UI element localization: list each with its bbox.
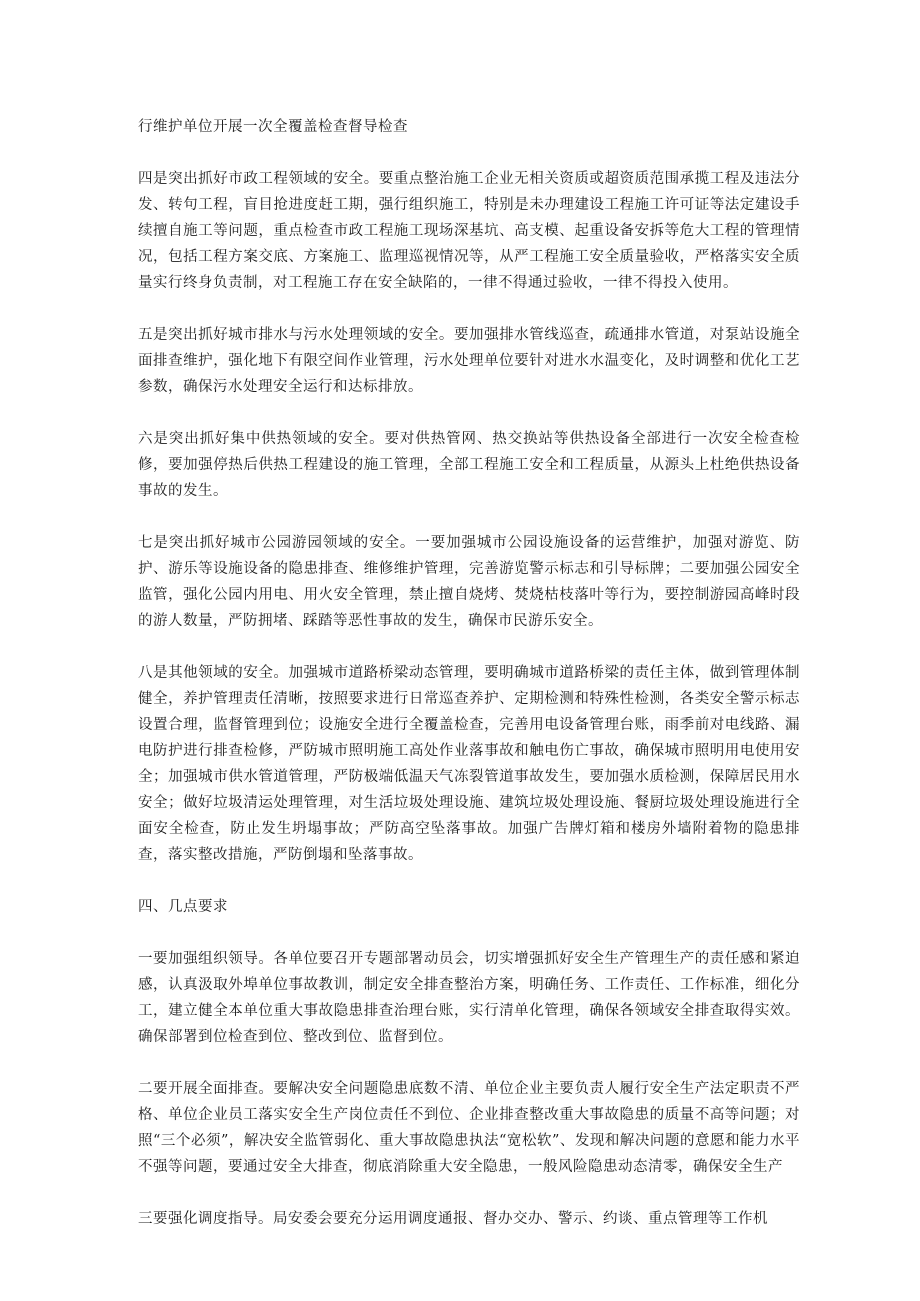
paragraph-organization-leadership: 一要加强组织领导。各单位要召开专题部署动员会，切实增强抓好安全生产管理生产的责任感和紧迫感，认真汲取外埠单位事故教训，制定安全排查整治方案，明确任务、工作责任、工作标准，细化分工，建立健全本单位重大事故隐患排查治理台账，实行清单化管理，确保各领域安全排查取得实效。确保部署到位检查到位、整改到位、监督到位。	[138, 951, 800, 1045]
section-heading-requirements: 四、几点要求	[138, 899, 228, 915]
paragraph-comprehensive-inspection: 二要开展全面排查。要解决安全问题隐患底数不清、单位企业主要负责人履行安全生产法定职责不严格、单位企业员工落实安全生产岗位责任不到位、企业排查整改重大事故隐患的质量不高等问题；对照“三个必须”，解决安全监管弱化、重大事故隐患执法“宽松软”、发现和解决问题的意愿和能力水平不强等问题，要通过安全大排查，彻底消除重大安全隐患，一般风险隐患动态清零，确保安全生产	[138, 1081, 800, 1175]
paragraph-municipal-engineering: 四是突出抓好市政工程领域的安全。要重点整治施工企业无相关资质或超资质范围承揽工程及违法分发、转句工程，盲目抢进度赶工期，强行组织施工，特别是未办理建设工程施工许可证等法定建设手续擅自施工等问题，重点检查市政工程施工现场深基坑、高支模、起重设备安拆等危大工程的管理情况，包括工程方案交底、方案施工、监理巡视情况等，从严工程施工安全质量验收，严格落实安全质量实行终身负责制，对工程施工存在安全缺陷的，一律不得通过验收，一律不得投入使用。	[138, 171, 800, 291]
paragraph-continuation: 行维护单位开展一次全覆盖检查督导检查	[138, 119, 408, 135]
paragraph-dispatch-guidance: 三要强化调度指导。局安委会要充分运用调度通报、督办交办、警示、约谈、重点管理等工作机	[138, 1211, 768, 1227]
paragraph-other-fields: 八是其他领域的安全。加强城市道路桥梁动态管理，要明确城市道路桥梁的责任主体，做到管理体制健全，养护管理责任清晰，按照要求进行日常巡查养护、定期检测和特殊性检测，各类安全警示标志设置合理，监督管理到位；设施安全进行全覆盖检查，完善用电设备管理台账，雨季前对电线路、漏电防护进行排查检修，严防城市照明施工高处作业落事故和触电伤亡事故，确保城市照明用电使用安全；加强城市供水管道管理，严防极端低温天气冻裂管道事故发生，要加强水质检测，保障居民用水安全；做好垃圾清运处理管理，对生活垃圾处理设施、建筑垃圾处理设施、餐厨垃圾处理设施进行全面安全检查，防止发生坍塌事故；严防高空坠落事故。加强广告牌灯箱和楼房外墙附着物的隐患排查，落实整改措施，严防倒塌和坠落事故。	[138, 665, 800, 863]
paragraph-central-heating: 六是突出抓好集中供热领域的安全。要对供热管网、热交换站等供热设备全部进行一次安全检查检修，要加强停热后供热工程建设的施工管理，全部工程施工安全和工程质量，从源头上杜绝供热设备事故的发生。	[138, 431, 800, 499]
paragraph-drainage-sewage: 五是突出抓好城市排水与污水处理领域的安全。要加强排水管线巡查，疏通排水管道，对泵站设施全面排查维护，强化地下有限空间作业管理，污水处理单位要针对进水水温变化，及时调整和优化工艺参数，确保污水处理安全运行和达标排放。	[138, 327, 800, 395]
document-body	[138, 114, 800, 1232]
paragraph-parks: 七是突出抓好城市公园游园领域的安全。一要加强城市公园设施设备的运营维护，加强对游览、防护、游乐等设施设备的隐患排查、维修维护管理，完善游览警示标志和引导标牌；二要加强公园安全监管，强化公园内用电、用火安全管理，禁止擅自烧烤、焚烧枯枝落叶等行为，要控制游园高峰时段的游人数量，严防拥堵、踩踏等恶性事故的发生，确保市民游乐安全。	[138, 535, 800, 629]
